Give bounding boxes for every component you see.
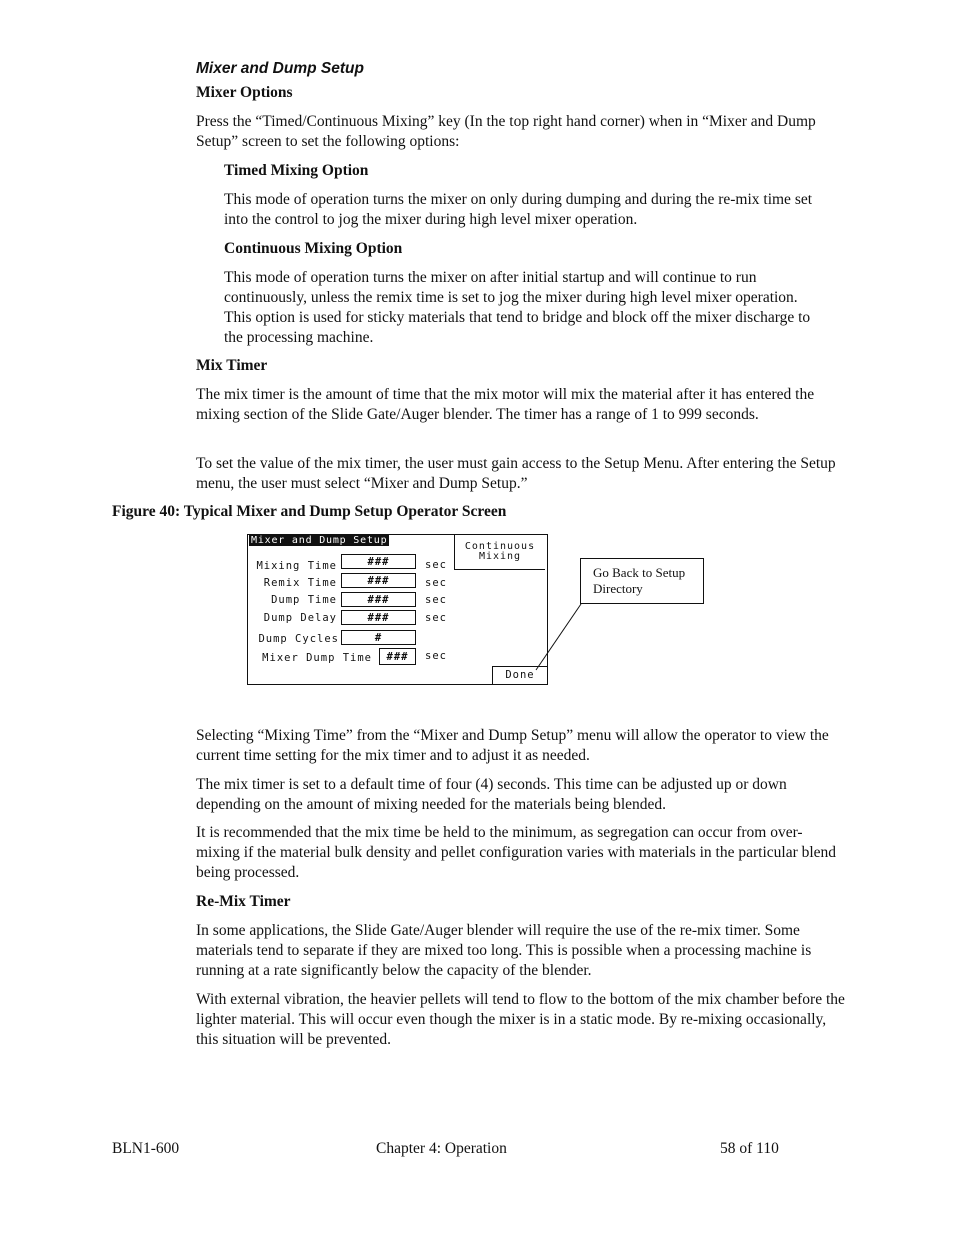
remix-time-field[interactable]: ### xyxy=(341,573,416,588)
mixer-dump-time-field[interactable]: ### xyxy=(379,648,416,665)
callout-leader-line xyxy=(530,600,590,675)
timed-mixing-text: This mode of operation turns the mixer on only during dumping and during the re-mix time set into the control to jog the mixer during high level mixer operation. xyxy=(224,191,813,228)
callout-line-1: Go Back to Setup xyxy=(593,565,686,580)
dump-delay-label: Dump Delay xyxy=(263,612,337,624)
remix-timer-heading: Re-Mix Timer xyxy=(196,893,291,910)
continuous-mixing-text: This mode of operation turns the mixer on after initial startup and will continue to run continuously, unless the remix time is set to jog the mixer during high level mixer operation. This option is used for sticky materials that tend to bridge and block off the mixer discharge to the processing machine. xyxy=(224,269,811,346)
callout-box xyxy=(580,558,704,604)
mixing-time-unit: sec xyxy=(425,559,447,571)
after-figure-paragraph-2: The mix timer is set to a default time of four (4) seconds. This time can be adjusted up or down depending on the amount of mixing needed for the materials being blended. xyxy=(196,776,787,813)
remix-timer-paragraph-1: In some applications, the Slide Gate/Auger blender will require the use of the re-mix timer. Some materials tend to separate if they are mixed too long. This is possible when a processing machine is running at a rate significantly below the capacity of the blender. xyxy=(196,922,812,979)
figure-caption: Figure 40: Typical Mixer and Dump Setup Operator Screen xyxy=(112,503,507,520)
done-button[interactable]: Done xyxy=(492,666,547,684)
after-figure-paragraph-3: It is recommended that the mix time be held to the minimum, as segregation can occur from over-mixing if the material bulk density and pellet configuration varies with materials in the particular blend being processed. xyxy=(196,824,837,881)
remix-timer-paragraph-2: With external vibration, the heavier pellets will tend to flow to the bottom of the mix chamber before the lighter material. This will occur even though the mixer is in a static mode. By re-mixing occasionally, this situation will be prevented. xyxy=(196,991,845,1048)
after-figure-paragraph-1: Selecting “Mixing Time” from the “Mixer and Dump Setup” menu will allow the operator to view the current time setting for the mix timer and to adjust it as needed. xyxy=(196,727,829,764)
dump-cycles-field[interactable]: # xyxy=(341,630,416,645)
remix-time-unit: sec xyxy=(425,577,447,589)
mix-timer-heading: Mix Timer xyxy=(196,357,268,374)
mixing-time-label: Mixing Time xyxy=(256,560,337,572)
footer-chapter: Chapter 4: Operation xyxy=(376,1140,507,1157)
operator-screen xyxy=(247,534,548,685)
continuous-mixing-heading: Continuous Mixing Option xyxy=(224,240,403,257)
continuous-mixing-button[interactable] xyxy=(454,535,545,570)
remix-time-label: Remix Time xyxy=(263,577,337,589)
leader-line xyxy=(536,604,581,670)
dump-delay-field[interactable]: ### xyxy=(341,610,416,625)
mix-timer-paragraph-1: The mix timer is the amount of time that the mix motor will mix the material after it has entered the mixing section of the Slide Gate/Auger blender. The timer has a range of 1 to 999 seconds. xyxy=(196,386,815,423)
timed-mixing-heading: Timed Mixing Option xyxy=(224,162,369,179)
dump-time-label: Dump Time xyxy=(271,594,337,606)
screen-title: Mixer and Dump Setup xyxy=(251,535,388,546)
mixing-time-field[interactable]: ### xyxy=(341,554,416,569)
callout-line-2: Directory xyxy=(593,581,643,596)
dump-cycles-label: Dump Cycles xyxy=(258,633,339,645)
dump-delay-unit: sec xyxy=(425,612,447,624)
mixer-dump-time-label: Mixer Dump Time xyxy=(262,652,372,664)
footer-doc-id: BLN1-600 xyxy=(112,1140,180,1157)
mode-button-line-1: Continuous xyxy=(464,541,536,552)
mode-button-line-2: Mixing xyxy=(478,551,522,562)
mix-timer-paragraph-2: To set the value of the mix timer, the user must gain access to the Setup Menu. After entering the Setup menu, the user must select “Mixer and Dump Setup.” xyxy=(196,455,836,492)
mixer-options-intro: Press the “Timed/Continuous Mixing” key (In the top right hand corner) when in “Mixer and Dump Setup” screen to set the following options: xyxy=(196,113,816,150)
dump-time-unit: sec xyxy=(425,594,447,606)
section-title: Mixer and Dump Setup xyxy=(196,60,364,77)
footer-page-number: 58 of 110 xyxy=(720,1140,779,1157)
mixer-options-heading: Mixer Options xyxy=(196,84,293,101)
mixer-dump-time-unit: sec xyxy=(425,650,447,662)
dump-time-field[interactable]: ### xyxy=(341,592,416,607)
